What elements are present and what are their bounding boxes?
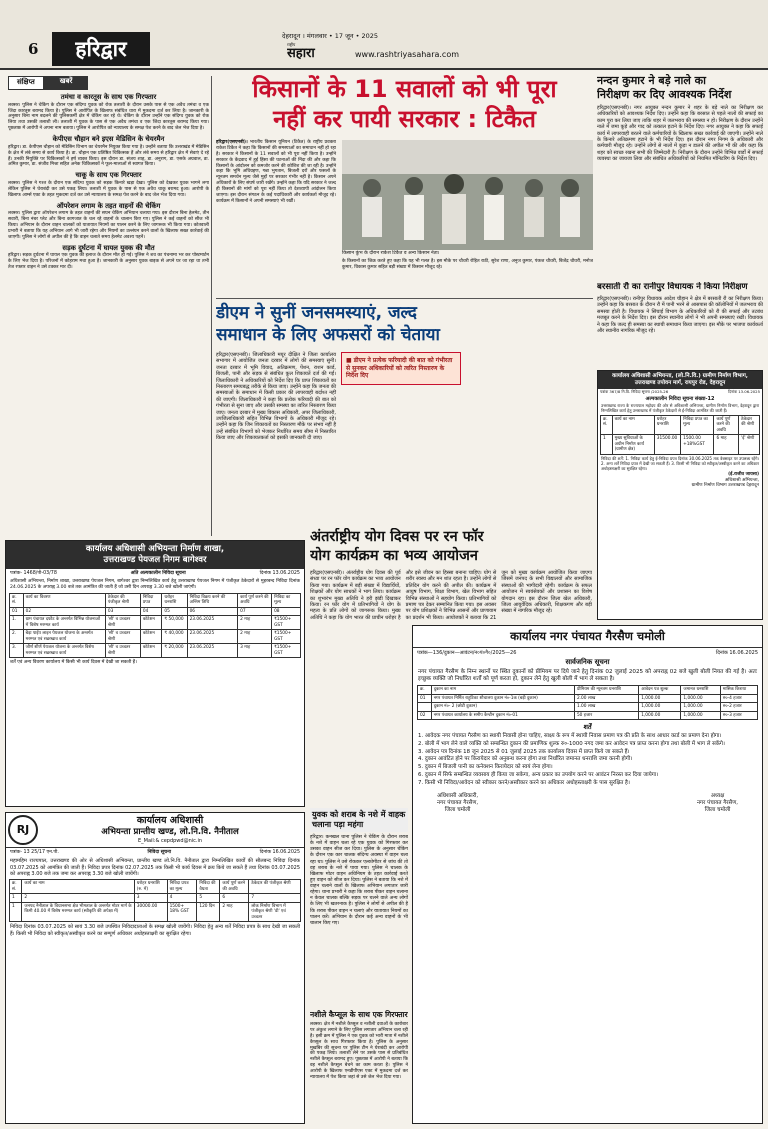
capsule-body: लक्सर। क्षेत्र में नशीले कैप्सूल व नशीली दवाओं के कारोबार पर अंकुश लगाने के लिए पुलिस लगातार अभियान चला रही है। इसी क्रम में पुलिस ने एक युवक को भारी मात्रा में नशीले कैप्सूल के साथ गिरफ्तार किया है। पुलिस के अनुसार मुखबिर की सूचना पर पुलिस टीम ने घेराबंदी कर आरोपी को पकड़ लिया। तलाशी लेने पर उसके पास से प्रतिबंधित नशीले कैप्सूल बरामद हुए। पूछताछ में आरोपी ने बताया कि वह नशीले कैप्सूल बेचने का काम करता है। पुलिस ने आरोपी के खिलाफ एनडीपीएस एक्ट में मुकदमा दर्ज कर न्यायालय में पेश किया जहां से उसे जेल भेज दिया गया। [310,1022,408,1080]
table-cell: 31500.00 [654,435,680,455]
table-header-cell: आवेदन पत्र शुल्क [639,686,681,695]
table-header-cell: धरोहर धनराशि [162,593,187,607]
tender-2-org: कार्यालय अधिशासी [136,815,204,827]
gairsain-table-body [418,694,758,720]
nandan-story [597,74,763,276]
tender-3-letter-no: पत्रांक 367/8 नि.वि. निविदा सूचना /2025-26 [600,389,669,395]
tender-3-table-body [601,435,760,455]
brief-5-body: हरिद्वार। सड़क दुर्घटना में घायल एक युवक की इलाज के दौरान मौत हो गई। पुलिस ने शव का पंचनामा भर कर पोस्टमार्टम के लिए भेज दिया है। परिजनों में कोहराम मचा हुआ है। जानकारी के अनुसार युवक बाइक से अपने घर जा रहा था तभी तेज रफ्तार वाहन ने उसे टक्कर मार दी। [8,253,209,271]
lead-content [216,140,593,271]
nandan-headline-1: नन्दन कुमार ने बड़े नाले का [597,74,706,87]
brief-1-body: लक्सर। पुलिस ने चेकिंग के दौरान एक संदिग्ध युवक को रोक तलाशी के दौरान उसके पास से एक अवैध तमंचा व एक जिंदा कारतूस बरामद किया है। पुलिस ने आरोपित के खिलाफ संबंधित धारा में मुकदमा दर्ज कर लिया है। जानकारी के अनुसार बिना नाम बदलने की पुलिसकर्मी क्षेत्र में चेकिंग कर रहे थे। चेकिंग के दौरान उन्होंने एक संदिग्ध युवक को रोक लिया तथा उसकी तलाशी ली। तलाशी में युवक के पास से एक अवैध तमंचा व एक जिंदा कारतूस बरामद किया गया। पूछताछ में आरोपी ने अपना नाम बताया। पुलिस ने आरोपित को न्यायालय के समक्ष पेश करने के बाद जेल भेज दिया है। [8,102,209,132]
ranipur-body: हरिद्वार(एसएनबी)। रानीपुर विधायक आदेश चौहान ने क्षेत्र में बरसाती रौ का निरीक्षण किया। उन्होंने कहा कि बरसात के दौरान रौ में पानी भरने से आसपास की कॉलोनियों में जलभराव की समस्या होती है। विधायक ने सिंचाई विभाग के अधिकारियों को रौ की सफाई और तटबंध मजबूत करने के निर्देश दिए। इस दौरान स्थानीय लोगों ने भी अपनी समस्याएं रखीं। विधायक ने कहा कि जल्द ही समस्या का स्थायी समाधान किया जाएगा। इस मौके पर भाजपा कार्यकर्ता और स्थानीय नागरिक मौजूद रहे। [597,296,763,334]
table-row [418,711,758,720]
table-row [10,902,301,922]
tender-2-table-body [10,902,301,922]
dm-highlight: ■ डीएम ने प्रत्येक फरियादी की बात को गंभीरता से सुनकर अधिकारियों को त्वरित निस्तारण के निर्देश दिए [341,352,461,385]
condition-item: 5. दुकान में बिजली पानी का कनेक्शन किरायेदार को स्वयं लेना होगा। [418,764,553,771]
tender-2-email: E_Mail:& cepdpwd@nic.in [137,838,203,845]
dm-column-2 [341,352,461,441]
tender-1-intro: अधिशासी अभियन्ता, निर्माण शाखा, उत्तराखण्ड पेयजल निगम, बागेश्वर द्वारा निम्नलिखित कार्य हेतु उत्तराखण्ड पेयजल निगम में पंजीकृत ठेकेदारों से मुहरबन्द निविदा दिनांक 24.06.2025 के अपराह्न 3.00 बजे तक आमंत्रित की जाती हैं जो उसी दिन अपराह्न 3.30 बजे खोली जाएंगी। [10,578,300,590]
table-header-cell: मासिक किराया [720,686,757,695]
website-link[interactable]: www.rashtriyasahara.com [355,50,460,59]
brief-3-body: लक्सर। पुलिस ने गश्त के दौरान एक संदिग्ध युवक को सड़क किनारे खड़ा देखा। पुलिस को देखकर युवक भागने लगा लेकिन पुलिस ने घेराबंदी कर उसे पकड़ लिया। तलाशी में युवक के पास से एक अवैध चाकू बरामद हुआ। आरोपी के खिलाफ आर्म्स एक्ट के तहत मुकदमा दर्ज कर उसे न्यायालय के समक्ष पेश करने के बाद जेल भेज दिया गया। [8,180,209,198]
section-title: हरिद्वार [75,37,127,61]
table-cell: जीर्ण शीर्ण पेयजल योजना के अन्तर्गत विशेष मरम्मत एवं रखरखाव कार्य [23,644,105,658]
table-header-cell: निविदा का मूल्य [272,593,301,607]
table-cell: ₹ 50,000 [162,616,187,630]
tender-3-org: कार्यालय अधिशासी अभियन्ता, (लो.नि.वि.) ग्रामीण निर्माण विभाग, [612,373,748,379]
tender-1-org: कार्यालय अधिशासी अभियन्ता निर्माण शाखा, [85,544,225,554]
table-cell: दुकान नं०- 2 (छोटी दुकान) [431,703,574,712]
tender-2-meta [6,848,304,858]
tender-3-date: दिनांक 13.06.2025 [728,389,760,395]
table-number-cell: 01 [10,607,24,616]
column-divider [211,76,212,536]
table-cell: 1,000.00 [639,694,681,703]
table-header-cell: ठेकेदार की पंजीकृत श्रेणी [249,880,301,894]
lead-photo-caption: किसान कुंभ के दौरान राकेश टिकैत व अन्य किसान नेता। [342,251,440,256]
table-cell: 23.06.2025 [187,644,238,658]
brief-1-title: तमंचा व कारतूस के साथ एक गिरफ्तार [60,93,157,101]
table-row [418,703,758,712]
condition-item: 2. बोली में भाग लेने वाले व्यक्ति को सम्बन्धित दुकान की प्रमाणिक शुल्क रु०-1000 नगद जमा कर आवेदन पत्र प्राप्त करना होगा तथा बोली में भाग ले सकेंगे। [418,740,725,747]
gairsain-sign-right-0: अध्यक्ष [710,793,725,800]
lead-body [216,140,336,205]
capsule-story [310,1010,408,1124]
table-cell: कोटेशन [140,630,162,644]
table-cell: 1. [10,616,24,630]
table-header-cell: धरोहर धनराशि [654,415,680,435]
table-cell: नगर पंचायत कार्यालय के समीप कैन्टीन दुकान नं०-01 [431,711,574,720]
table-cell: ₹1500+ GST [272,644,301,658]
table-header-cell: निविदा की वैधता [197,880,220,894]
brief-5-title: सड़क दुर्घटना में घायल युवक की मौत [62,243,155,252]
gairsain-sign-left-3: जिला चमोली [444,807,471,814]
briefs-header [8,76,209,90]
tender-2-date: दिनांक 16.06.2025 [259,850,300,855]
section-badge [52,32,150,66]
tender-2-logo-text: RJ [16,823,30,836]
table-row [10,616,301,630]
table-cell: ₹ 40,000 [162,630,187,644]
capsule-headline: नशीले कैप्सूल के साथ एक गिरफ्तार [310,1010,408,1019]
tender-1-org2: उत्तराखण्ड पेयजल निगम बागेश्वर [103,554,207,565]
table-cell: 120 दिन [197,902,220,922]
table-header-cell: कार्य पूर्ण करने की अवधि [714,415,739,435]
briefs-tab-1: संक्षिप्त [8,76,44,90]
lead-tail: के किसानों का जिक्र करते हुए कहा कि यह भी गलत है। इस मौके पर चौधरी रोहित राठी, सुरेश राणा, अनुज कुमार, पंकज चौधरी, बिजेंद्र चौधरी, मनोज कुमार, विकास कुमार सहित बड़ी संख्या में किसान मौजूद रहे। [342,259,593,270]
table-number-cell: 07 [238,607,272,616]
table-cell: 'सी' व उच्चतर श्रेणी [105,630,140,644]
tender-3-meta [598,389,762,396]
tender-1-header [6,541,304,569]
table-cell: ग्राम पंचायत दफौट के अन्तर्गत विभिन्न योजनाओं में विशेष मरम्मत कार्य [23,616,105,630]
table-cell: 1,000.00 [681,694,720,703]
table-header-cell: क्र. सं. [10,593,24,607]
table-header-cell: कार्य पूर्ण करने की अवधि [220,880,249,894]
table-header-cell: कार्य पूर्ण करने की अवधि [238,593,272,607]
table-header-cell: निविदा प्रपत्र का मूल्य [681,415,714,435]
tender-1-header-row [10,593,301,607]
gairsain-sign-right-1: नगर पंचायत गैरसैण, [696,800,738,807]
table-cell: 2 माह [220,902,249,922]
table-cell: 01 [418,694,432,703]
table-number-cell: 7 [249,894,301,903]
table-header-cell: कार्य का नाम [612,415,654,435]
brief-2-body: हरिद्वार। डा. केपीएस चौहान को मेडिसिन विभाग का चेयरमैन नियुक्त किया गया है। उन्होंने बताया कि उत्तराखंड में मेडिसिन के क्षेत्र में लंबे समय से कार्य किया है। डा. चौहान एक प्रतिष्ठित चिकित्सक हैं और लंबे समय से हरिद्वार क्षेत्र में सेवाएं दे रहे हैं। उनकी नियुक्ति पर चिकित्सकों ने हर्ष व्यक्त किया। इस दौरान डा. संजय शाह, डा. अनुराग, डा. एसके अग्रवाल, डा. अमित कुमार, डा. संजीव मिश्रा सहित अनेक चिकित्सकों ने फूल-मालाओं से स्वागत किया। [8,144,209,168]
tender-1-foot: शर्तें एवं अन्य विवरण कार्यालय में किसी भी कार्य दिवस में देखी जा सकती हैं। [10,660,137,666]
table-header-cell: ठेकेदार की श्रेणी [739,415,760,435]
tender-3-foot: निविदा की शर्तें: 1. निविदा कार्य हेतु ई-निविदा प्रपत्र दिनांक 30.06.2025 तक वेबसाइट पर उपलब्ध रहेंगे। 2. अन्य शर्तें निविदा प्रपत्र में देखी जा सकती हैं। 3. किसी भी निविदा को स्वीकृत/अस्वीकृत करने का अधिकार अधोहस्ताक्षरी का सुरक्षित रहेगा। [601,455,759,471]
brief-3-title: चाकू के साथ एक गिरफ्तार [75,171,142,180]
dm-body: हरिद्वार(एसएनबी)। जिलाधिकारी मयूर दीक्षित ने जिला कार्यालय सभागार में आयोजित जनता दरबार में लोगों की समस्याएं सुनीं। जनता दरबार में भूमि विवाद, अतिक्रमण, पेंशन, राशन कार्ड, बिजली, पानी और सड़क से संबंधित कुल शिकायतें दर्ज की गईं। जिलाधिकारी ने अधिकारियों को निर्देश दिए कि प्राप्त शिकायतों का निस्तारण समयबद्ध तरीके से किया जाए। उन्होंने कहा कि जनता की समस्याओं के समाधान में किसी प्रकार की लापरवाही बर्दाश्त नहीं की जाएगी। जिलाधिकारी ने कहा कि प्रत्येक फरियादी की बात को गंभीरता से सुना जाए और उसकी समस्या का त्वरित निस्तारण किया जाए। जनता दरबार में मुख्य विकास अधिकारी, अपर जिलाधिकारी, उपजिलाधिकारी सहित विभिन्न विभागों के अधिकारी मौजूद रहे। उन्होंने कहा कि जिन शिकायतों का निस्तारण मौके पर संभव नहीं है उन्हें संबंधित विभागों को भेजकर निर्धारित समय सीमा में निस्तारित किया जाए और शिकायतकर्ता को इसकी जानकारी दी जाए। [216,352,336,442]
condition-item: 1. आवेदक नगर पंचायत गैरसैण का स्थायी निवासी होना चाहिए, साक्ष्य के रूप में स्थायी निवास प्रमाण पत्र की प्रति के साथ आधार कार्ड का प्रमाण देना होगा। [418,732,722,739]
ranipur-headline: बरसाती रौ का रानीपुर विधायक ने किया निरीक्षण [597,282,748,292]
table-number-cell: 4 [167,894,197,903]
table-cell [418,703,432,712]
table-cell: कोटेशन [140,616,162,630]
tender-3-sign-org: ग्रामीण निर्माण विभाग उत्तराखण्ड देहरादून [691,483,759,489]
tender-3-notice-title: अल्पकालीन निविदा सूचना संख्या-12 [645,395,715,402]
arrest-body: हरिद्वार। कनखल थाना पुलिस ने चेकिंग के दौरान शराब के नशे में वाहन चला रहे एक युवक को गिरफ्तार कर उसका वाहन सीज कर दिया। पुलिस के अनुसार चेकिंग के दौरान एक कार चालक संदिग्ध अवस्था में वाहन चला रहा था। पुलिस ने उसे रोककर एल्कोमीटर से जांच की तो वह शराब के नशे में पाया गया। पुलिस ने चालक के खिलाफ मोटर वाहन अधिनियम के तहत कार्रवाई करते हुए वाहन को सीज कर दिया। पुलिस ने बताया कि नशे में वाहन चलाने वालों के खिलाफ अभियान लगातार जारी रहेगा। थाना प्रभारी ने कहा कि शराब पीकर वाहन चलाना न केवल चालक बल्कि सड़क पर चलने वाले अन्य लोगों के लिए भी खतरनाक है। पुलिस ने लोगों से अपील की है कि शराब पीकर वाहन न चलाएं और यातायात नियमों का पालन करें। अभियान के दौरान कई अन्य वाहनों के भी चालान किए गए। [310,835,408,926]
table-cell: ₹1500+ GST [272,616,301,630]
tender-1-table-wrap [6,593,304,659]
tender-2-title-block [38,815,302,844]
table-row [10,644,301,658]
tender-1-date: दिनांक 13.06.2025 [259,570,300,576]
gairsain-table [417,685,758,720]
tender-2-org2: अभियन्ता प्रान्तीय खण्ड, लो.नि.वि. नैनीताल [101,827,239,838]
table-cell: 3. [10,644,24,658]
gairsain-intro: नगर पंचायत गैरसैण के निम्न स्थानों पर स्थित दुकानों को प्रीमियम पर दिये जाने हेतु दिनांक 02 जुलाई 2025 को अपराह्न 02 बजे खुली बोली नियत की गई है। अतः इच्छुक व्यक्ति जो निर्धारित शर्तों को पूर्ण करता हो, दुकान लेने हेतु खुली बोली में भाग ले सकता है। [418,669,757,683]
table-row [418,694,758,703]
dm-column-1 [216,352,336,441]
table-cell: 1500+ 18% GST [167,902,197,922]
table-cell: 1 [601,435,613,455]
table-header-cell: जमानत धनराशि [681,686,720,695]
table-cell: नगर पंचायत निर्मित राहुटिका शौचालय दुकान नं०-1क (बड़ी दुकान) [431,694,574,703]
gairsain-sign-left-2: नगर पंचायत गैरसैण, [437,800,479,807]
table-cell: 30000.00 [134,902,167,922]
tender-1-table-body [10,616,301,658]
table-cell: रु०-4 हजार [720,694,757,703]
table-header-cell: क्र. [418,686,432,695]
gairsain-conditions-title: शर्तें [583,723,592,732]
yoga-headline-1: अंतर्राष्ट्रीय योग दिवस पर रन फॉर [310,529,484,545]
table-cell: जनपद नैनीताल के विधानसभा क्षेत्र भीमताल के अन्तर्गत मोटर मार्ग के किमी 40.00 में विशेष मरम्मत कार्य (स्वीकृति की अपेक्षा में) [22,902,134,922]
table-number-cell: 5 [197,894,220,903]
table-cell: लोक निर्माण विभाग में पंजीकृत श्रेणी 'डी' एवं उच्चतर [249,902,301,922]
table-cell: 1.00 लाख [574,703,638,712]
divider [216,298,593,299]
nandan-headline-2: निरीक्षण कर दिए आवश्यक निर्देश [597,88,732,101]
table-cell: 6 माह [714,435,739,455]
table-cell: 1 [10,902,22,922]
table-cell: 1,000.00 [681,703,720,712]
tender-2-header-row [10,880,301,894]
nandan-body: हरिद्वार(एसएनबी)। नगर आयुक्त नन्दन कुमार ने शहर के बड़े नाले का निरीक्षण कर अधिकारियों को आवश्यक निर्देश दिए। उन्होंने कहा कि बरसात से पहले नालों की सफाई का काम पूरा कर लिया जाए ताकि शहर में जलभराव की समस्या न हो। निरीक्षण के दौरान उन्होंने नाले में जमा कूड़े और गाद को तत्काल हटाने के निर्देश दिए। नगर आयुक्त ने कहा कि सफाई कार्य में लापरवाही बरतने वाले कर्मचारियों के खिलाफ सख्त कार्रवाई की जाएगी। उन्होंने नाले के किनारे अतिक्रमण हटाने के भी निर्देश दिए। इस दौरान नगर निगम के अधिकारी और कर्मचारी मौजूद रहे। उन्होंने लोगों से नालों में कूड़ा न डालने की अपील भी की और कहा कि शहर को स्वच्छ रखना सभी की जिम्मेदारी है। निरीक्षण के दौरान उन्होंने विभिन्न वार्डों में सफाई व्यवस्था का जायजा लिया और संबंधित अधिकारियों को नियमित मॉनिटरिंग के निर्देश दिए। [597,105,763,163]
table-cell: ₹1500+ GST [272,630,301,644]
gairsain-sign-left-1: अधिशासी अधिकारी, [437,793,479,800]
tender-3-org2: उत्तराखण्ड तपोवन मार्ग, रायपुर रोड, देहरादून [634,380,726,387]
lead-photo-column [342,140,593,271]
gairsain-signatures [413,789,762,818]
table-cell: 2.00 लाख [574,694,638,703]
table-cell: रु०-3 हजार [720,711,757,720]
tender-3-signature [598,472,762,489]
condition-item: 7. किसी भी निविदा/आवेदन को स्वीकार करने/अस्वीकार करने का अधिकार अधोहस्ताक्षरी के पास सुरक्षित है। [418,780,630,787]
condition-item: 4. दुकान आवंटित होने पर किरायेदार को अनुबन्ध करना होगा तथा निर्धारित जमानत धनराशि जमा करनी होगी। [418,756,633,763]
tender-2-number-row [10,894,301,903]
table-cell: 2 माह [238,616,272,630]
table-header-cell: कार्य का विवरण [23,593,105,607]
lead-headline-1: किसानों के 11 सवालों को भी पूरा [252,75,557,103]
lead-text-column [216,140,336,271]
table-number-cell: 04 [140,607,162,616]
gairsain-table-wrap [413,685,762,720]
table-cell: कोटेशन [140,644,162,658]
dm-content [216,352,593,441]
table-number-cell: 3 [134,894,167,903]
gairsain-notice [412,625,763,1124]
table-header-cell: निविदा प्रपत्र [140,593,162,607]
table-header-cell: निविदा विक्रय करने की अन्तिम तिथि [187,593,238,607]
gairsain-notice-title: सार्वजनिक सूचना [565,658,610,667]
gairsain-date: दिनांक 16.06.2025 [715,649,758,656]
table-number-cell: 08 [272,607,301,616]
table-cell: 1500.00 +18%GST [681,435,714,455]
briefs-column [8,76,209,534]
gairsain-sign-right [697,793,738,814]
brief-4-title: ऑपरेशन लगाम के तहत वाहनों की चेकिंग [56,201,161,210]
brand-logo [287,42,347,66]
table-cell: 1,000.00 [681,711,720,720]
lead-story [216,74,593,296]
briefs-tab-2: खबरें [44,76,89,90]
tender-2-logo [8,815,38,845]
gairsain-meta [413,648,762,658]
tender-2-letter-no: पत्रांक- 13 25/17 एन.पी. [10,850,59,855]
table-header-cell: प्रीमियम की न्यूनतम धनराशि [574,686,638,695]
table-header-cell: ठेकेदार की पंजीकृत श्रेणी [105,593,140,607]
tender-2-header [6,813,304,848]
table-cell: ₹ 20,000 [162,644,187,658]
masthead [0,0,768,70]
tender-2-table-wrap [6,879,304,922]
tender-3-header [598,371,762,389]
table-header-cell: क्र. सं. [601,415,613,435]
table-number-cell: 06 [187,607,238,616]
lead-headline-2: नहीं कर पायी सरकार : टिकैत [273,105,536,133]
brief-4-body: लक्सर। पुलिस द्वारा ऑपरेशन लगाम के तहत वाहनों की सघन चेकिंग अभियान चलाया गया। इस दौरान बिना हेलमेट, तीन सवारी, बिना नंबर प्लेट और बिना कागजात के चल रहे वाहनों के चालान किए गए। पुलिस ने कई वाहनों को सीज भी किया। अभियान के दौरान वाहन चालकों को यातायात नियमों का पालन करने के लिए जागरूक भी किया गया। कोतवाली प्रभारी ने बताया कि यह अभियान आगे भी जारी रहेगा और नियमों का उल्लंघन करने वालों के खिलाफ सख्त कार्रवाई की जाएगी। पुलिस ने लोगों से अपील की है कि वाहन चलाते समय हेलमेट अवश्य पहनें। [8,211,209,240]
lead-byline: हरिद्वार(एसएनबी)। [216,140,248,145]
tender-2-notice-title: निविदा सूचना [147,850,171,855]
table-row [601,435,760,455]
table-number-cell: 02 [23,607,105,616]
table-cell: 2 माह [238,630,272,644]
condition-item: 6. दुकान में सिर्फ सम्बन्धित व्यवसाय ही किया जा सकेगा, अन्य प्रकार का उपयोग करने पर आवंटन निरस्त कर दिया जायेगा। [418,772,659,779]
table-cell: 50 हजार [574,711,638,720]
lead-photo [342,140,593,250]
table-number-cell: 6 [220,894,249,903]
ranipur-story [597,282,763,366]
table-cell: 'सी' व उच्चतर श्रेणी [105,644,140,658]
page-number: 6 [28,40,39,58]
gairsain-sign-left [437,793,478,814]
table-number-cell: 2 [22,894,134,903]
gairsain-org: कार्यालय नगर पंचायत गैरसैण चमोली [413,626,762,648]
yoga-headline-2: योग कार्यक्रम का भव्य आयोजन [310,548,478,564]
lead-body-text: भारतीय किसान यूनियन (टिकैत) के राष्ट्रीय प्रवक्ता राकेश टिकैत ने कहा कि किसानों की समस्याओं का समाधान नहीं हो रहा है। सरकार ने किसानों के 11 सवालों को भी पूरा नहीं किया है। उन्होंने सरकार के केंद्रवाद में हुई हिंसा की घटनाओं की निंदा की और कहा कि किसानों के आंदोलन को कमजोर करने की कोशिश की जा रही है। उन्होंने कहा कि भूमि अधिग्रहण, गन्ना भुगतान, बिजली दरों और फसलों के न्यूनतम समर्थन मूल्य जैसे मुद्दों पर सरकार गंभीर नहीं है। किसान अपने अधिकारों के लिए संघर्ष जारी रखेंगे। उन्होंने कहा कि यदि सरकार ने जल्द ही किसानों की मांगों को पूरा नहीं किया तो देशव्यापी आंदोलन किया जाएगा। इस दौरान संगठन के कई पदाधिकारी और कार्यकर्ता मौजूद रहे। कार्यक्रम में किसानों ने अपनी समस्याएं भी रखीं। [216,140,336,204]
table-header-cell: निविदा प्रपत्र का मूल्य [167,880,197,894]
table-cell: रु०-2 हजार [720,703,757,712]
gairsain-letter-no: पत्रांक—136/दुकान—आवंटन/न०पं०गै०/2025—26 [417,649,517,656]
crowd-photo-icon [342,140,593,250]
tender-notice-nainital [5,812,305,1124]
table-number-cell: 1 [10,894,22,903]
tender-notice-dehradun [597,370,763,620]
date-line: देहरादून । मंगलवार • 17 जून • 2025 [282,32,379,40]
tender-3-header-row [601,415,760,435]
dm-story [216,302,593,524]
tender-1-notice-title: अति अल्पकालीन निविदा सूचना [130,570,186,576]
tender-notice-bageshwar [5,540,305,807]
tender-2-foot: निविदा दिनांक 03.07.2025 को सायं 3.30 बजे उपस्थित निविदादाताओं के समक्ष खोली जायेंगी। निविदा हेतु अन्य शर्तें निविदा प्रपत्र के साथ देखी जा सकती हैं। किसी भी निविदा को स्वीकृत/अस्वीकृत करने का सम्पूर्ण अधिकार अधोहस्ताक्षरी का सुरक्षित रहेगा। [10,924,300,937]
table-cell: 02 [418,711,432,720]
tender-1-meta [6,569,304,579]
tender-1-letter-no: पत्रांक- 1468/पी-03/78 [10,570,57,576]
brief-2-title: केपीएस चौहान बने इएस मेडिसिन के चेयरमैन [52,135,165,144]
table-header-cell: कार्य का नाम [22,880,134,894]
dm-headline-1: डीएम ने सुनीं जनसमस्याएं, जल्द [216,303,417,323]
tender-1-number-row [10,607,301,616]
tender-3-table [600,415,760,455]
dm-headline-2: समाधान के लिए अफसरों को चेताया [216,325,440,345]
table-cell: 'ई' श्रेणी [739,435,760,455]
table-cell: 23.06.2025 [187,630,238,644]
table-header-cell: दुकान का नाम [431,686,574,695]
tender-1-table [9,593,301,659]
gairsain-header-row [418,686,758,695]
yoga-body: हरिद्वार(एसएनबी)। अंतर्राष्ट्रीय योग दिवस की पूर्व संध्या पर रन फॉर योग कार्यक्रम का भव्य आयोजन किया गया। कार्यक्रम में बड़ी संख्या में विद्यार्थियों, शिक्षकों और योग साधकों ने भाग लिया। कार्यक्रम का शुभारंभ मुख्य अतिथि ने हरी झंडी दिखाकर किया। रन फॉर योग में प्रतिभागियों ने योग के महत्व के प्रति लोगों को जागरूक किया। मुख्य अतिथि ने कहा कि योग भारत की प्राचीन धरोहर है और इसे जीवन का हिस्सा बनाना चाहिए। योग से शरीर स्वस्थ और मन शांत रहता है। उन्होंने लोगों से प्रतिदिन योग करने की अपील की। कार्यक्रम में आयुष विभाग, शिक्षा विभाग, खेल विभाग सहित विभिन्न संस्थाओं ने सहयोग किया। प्रतिभागियों को प्रमाण पत्र देकर सम्मानित किया गया। इस अवसर पर योग प्रशिक्षकों ने विभिन्न आसनों और प्राणायाम का प्रदर्शन भी किया। आयोजकों ने बताया कि 21 जून को मुख्य कार्यक्रम आयोजित किया जाएगा जिसमें जनपद के सभी विद्यालयों और सामाजिक संस्थाओं की भागीदारी रहेगी। कार्यक्रम के सफल आयोजन में स्वयंसेवकों और प्रशासन का विशेष योगदान रहा। इस दौरान जिला खेल अधिकारी, जिला आयुर्वेदिक अधिकारी, शिक्षकगण और बड़ी संख्या में नागरिक मौजूद रहे। [310,570,592,621]
table-cell: 3 माह [238,644,272,658]
table-number-cell: 05 [162,607,187,616]
table-header-cell: धरोहर धनराशि (रु. में) [134,880,167,894]
table-cell: 2. [10,630,24,644]
table-number-cell: 03 [105,607,140,616]
table-row [10,630,301,644]
brand-small: राष्ट्रीय [287,42,296,47]
table-cell: 'सी' व उच्चतर श्रेणी [105,616,140,630]
table-cell: बैड़ा पाईप लाइन पेयजल योजना के अन्तर्गत मरम्मत एवं रखरखाव कार्य [23,630,105,644]
tender-2-intro: महामहिम राज्यपाल, उत्तराखण्ड की ओर से अधिशासी अभियन्ता, प्रान्तीय खण्ड लो.नि.वि. नैनीताल द्वारा निम्नलिखित कार्यों की सीलबन्द निविदा दिनांक 03.07.2025 को आमंत्रित की जाती हैं। निविदा प्रपत्र दिनांक 02.07.2025 तक किसी भी कार्य दिवस में क्रय किये जा सकते हैं तथा दिनांक 03.07.2025 को अपराह्न 3.00 बजे तक जमा कर अपराह्न 3.30 बजे खोली जायेंगी। [10,858,300,877]
arrest-headline: युवक को शराब के नशे में वाहक चलाना पड़ा महंगा [310,808,408,832]
tender-2-table [9,879,301,922]
table-cell: 1,000.00 [639,711,681,720]
table-cell: 1,000.00 [639,703,681,712]
tender-3-sign-name: (ई.राजीव जायसा) [728,471,759,477]
tender-3-intro: उत्तराखण्ड राज्य के राज्यपाल महोदय की ओर से अधिशासी अभियन्ता, ग्रामीण निर्माण विभाग, देहरादून द्वारा निम्नलिखित कार्य हेतु उत्तराखण्ड में पंजीकृत ठेकेदारों से ई-निविदा आमंत्रित की जाती हैं। [601,403,759,414]
table-cell: मुख्य सुविधाओं के अधीन निर्माण कार्य (ग्रामीण क्षेत्र) [612,435,654,455]
table-header-cell: क्र. सं. [10,880,22,894]
table-cell: 23.06.2025 [187,616,238,630]
condition-item: 3. आवेदन पत्र दिनांक 18 जून 2025 से 01 जुलाई 2025 तक कार्यालय दिवस में प्राप्त किये जा सकते हैं। [418,748,630,755]
brand-big: सहारा [287,46,315,62]
tender-3-table-wrap [598,415,762,455]
gairsain-sign-right-2: जिला चमोली [704,807,731,814]
gairsain-conditions [413,732,762,789]
tender-3-sign-role: अधिशासी अभियन्ता, [724,477,759,483]
